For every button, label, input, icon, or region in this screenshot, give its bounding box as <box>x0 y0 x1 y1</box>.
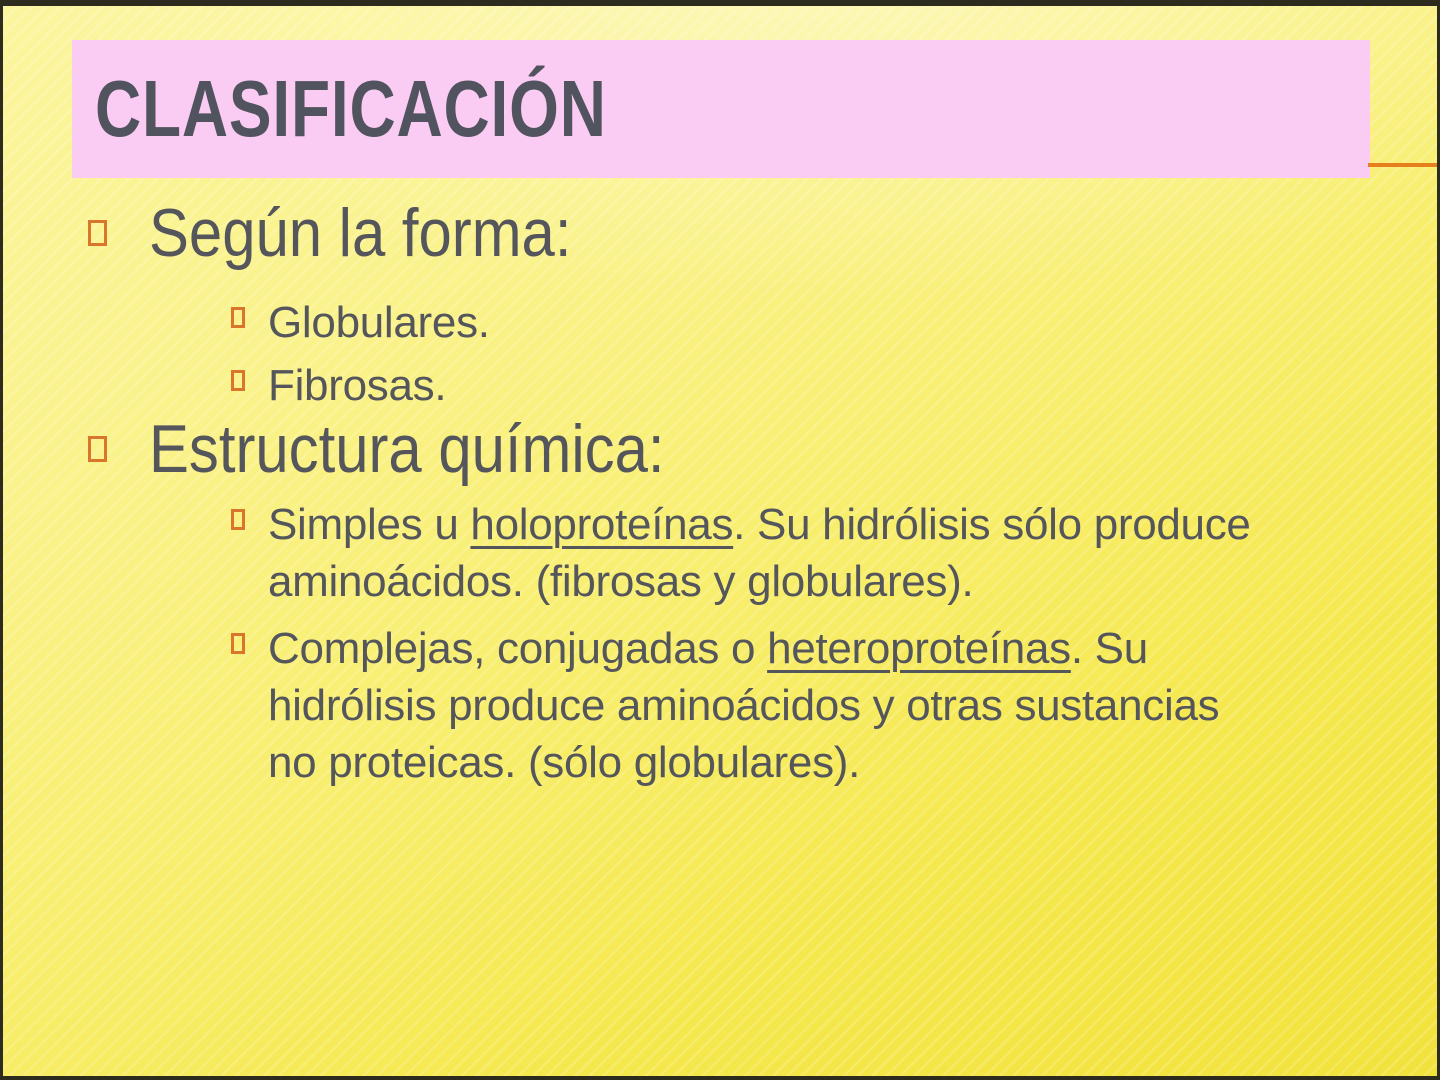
sub-bullet-item-simples <box>231 496 1357 610</box>
text-segment: Simples u <box>268 500 471 549</box>
bullet-label: Según la forma: <box>149 195 572 271</box>
bullet-item-forma <box>85 195 1357 271</box>
missing-glyph-bullet-icon <box>231 370 245 391</box>
text-segment: . Su hidrólisis sólo produce aminoácidos. (fibrosas y globulares). <box>268 500 1251 606</box>
sub-bullet-label: Fibrosas. <box>268 361 447 410</box>
sub-bullet-label: Globulares. <box>268 298 490 347</box>
sub-bullet-group-estructura <box>85 496 1357 791</box>
accent-line <box>1368 163 1440 167</box>
missing-glyph-bullet-icon <box>231 633 245 654</box>
missing-glyph-bullet-icon <box>231 509 245 530</box>
slide-title: CLASIFICACIÓN <box>95 64 607 153</box>
underlined-term: heteroproteínas <box>767 624 1071 673</box>
underlined-term: holoproteínas <box>470 500 734 549</box>
missing-glyph-bullet-icon <box>88 220 107 246</box>
bullet-item-estructura <box>85 411 1357 487</box>
missing-glyph-bullet-icon <box>88 436 107 462</box>
sub-bullet-item-globulares <box>231 294 1357 351</box>
missing-glyph-bullet-icon <box>231 307 245 328</box>
slide-body <box>85 195 1357 791</box>
sub-bullet-label <box>268 620 1278 791</box>
sub-bullet-group-forma <box>85 294 1357 414</box>
bullet-label: Estructura química: <box>149 411 665 487</box>
title-bar <box>72 40 1370 178</box>
text-segment: Complejas, conjugadas o <box>268 624 768 673</box>
sub-bullet-label <box>268 496 1278 610</box>
text-segment: . Su hidrólisis produce aminoácidos y otras sustancias no proteicas. (sólo globulares). <box>268 624 1220 787</box>
sub-bullet-item-complejas <box>231 620 1357 791</box>
sub-bullet-item-fibrosas <box>231 357 1357 414</box>
